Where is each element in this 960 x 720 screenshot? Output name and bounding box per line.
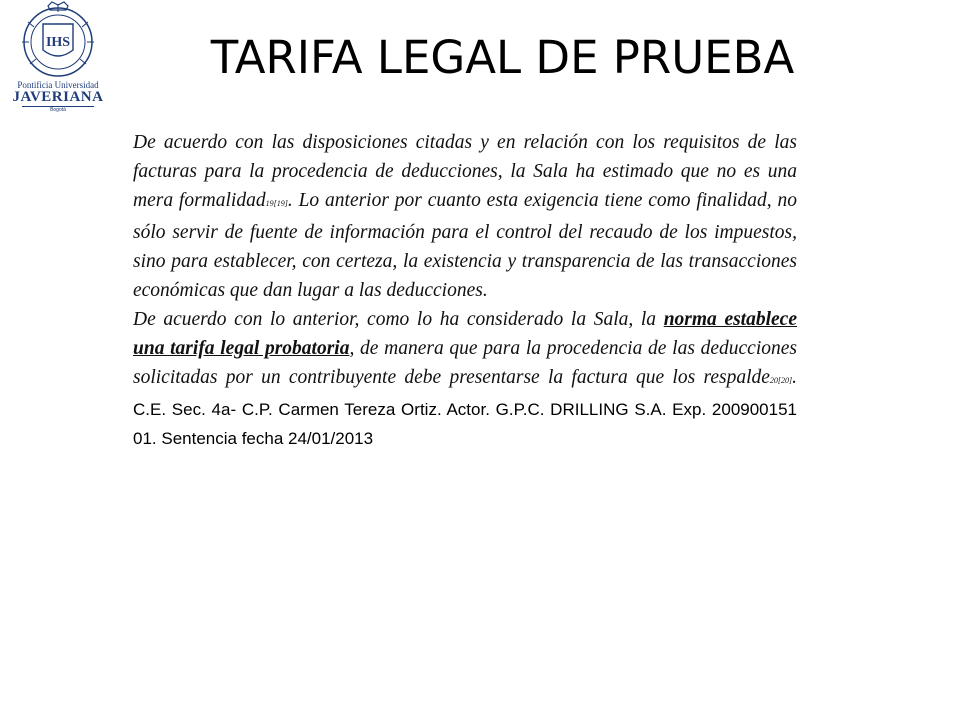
paragraph1-text-a: De acuerdo con las disposiciones citadas y en relación con los requisitos de las facturas para la procedencia de deducciones, la Sala ha estimado que no es una mera formalidad [133, 132, 797, 211]
logo-line-javeriana: JAVERIANA [12, 89, 104, 105]
paragraph-tarifa-legal [133, 305, 797, 453]
footnote-ref-19: 19[19] [265, 199, 288, 208]
paragraph2-text-c: . [792, 367, 797, 388]
emphasis-norma: norma establece una tarifa legal probatoria [133, 309, 797, 359]
logo-line-pontificia: Pontificia Universidad [17, 80, 99, 90]
logo-line-bogota: Bogotá [50, 107, 66, 113]
slide-title: TARIFA LEGAL DE PRUEBA [210, 31, 795, 84]
paragraph-deductions [133, 128, 797, 305]
paragraph1-text-b: . Lo anterior por cuanto esta exigencia tiene como finalidad, no sólo servir de fuente de información para el control del recaudo de los impuestos, sino para establecer, con certeza, la existencia y transparencia de las transacciones económicas que dan lugar a las deducciones. [133, 190, 797, 301]
paragraph2-text-b: , de manera que para la procedencia de las deducciones solicitadas por un contribuyente debe presentarse la factura que los respalde [133, 338, 797, 388]
case-citation: C.E. Sec. 4a- C.P. Carmen Tereza Ortiz. Actor. G.P.C. DRILLING S.A. Exp. 200900151 01. Sentencia fecha 24/01/2013 [133, 400, 797, 448]
paragraph2-text-a: De acuerdo con lo anterior, como lo ha considerado la Sala, la [133, 309, 664, 330]
slide-body [133, 128, 797, 453]
footnote-ref-20: 20[20] [769, 376, 793, 385]
crest-monogram: IHS [45, 35, 71, 50]
